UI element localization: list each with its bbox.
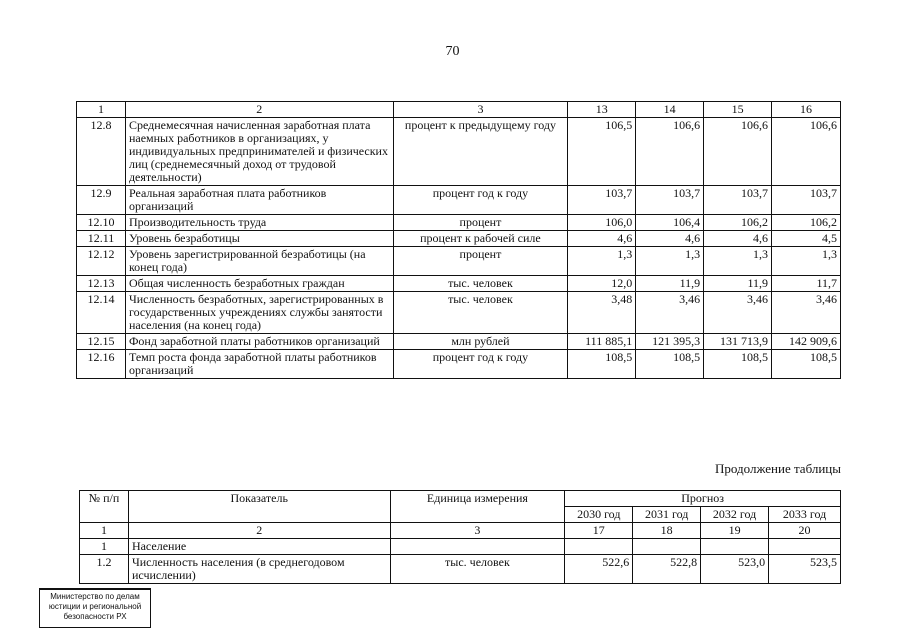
- value: [769, 539, 841, 555]
- indicator-name: Темп роста фонда заработной платы работников организаций: [125, 350, 393, 379]
- table-row: [77, 186, 841, 215]
- unit: процент к рабочей силе: [393, 231, 568, 247]
- table-row: [77, 215, 841, 231]
- value: 103,7: [772, 186, 841, 215]
- indicator-name: Фонд заработной платы работников организаций: [125, 334, 393, 350]
- value: 1,3: [704, 247, 772, 276]
- column-number: 19: [701, 523, 769, 539]
- continuation-caption: Продолжение таблицы: [715, 461, 841, 476]
- year-header: 2031 год: [633, 507, 701, 523]
- table-row: [77, 292, 841, 334]
- row-number: 12.13: [77, 276, 126, 292]
- value: 4,6: [704, 231, 772, 247]
- value: 108,5: [636, 350, 704, 379]
- value: 523,0: [701, 555, 769, 584]
- row-number: 12.9: [77, 186, 126, 215]
- value: 3,46: [772, 292, 841, 334]
- table-row: [77, 247, 841, 276]
- value: 3,46: [636, 292, 704, 334]
- value: 106,6: [772, 118, 841, 186]
- column-number: 1: [77, 102, 126, 118]
- column-number: 13: [568, 102, 636, 118]
- value: 11,9: [636, 276, 704, 292]
- unit: млн рублей: [393, 334, 568, 350]
- value: 11,9: [704, 276, 772, 292]
- value: 4,6: [636, 231, 704, 247]
- value: 121 395,3: [636, 334, 704, 350]
- unit: тыс. человек: [390, 555, 565, 584]
- value: 1,3: [636, 247, 704, 276]
- header-row: [80, 491, 841, 507]
- value: [565, 539, 633, 555]
- row-number: 12.11: [77, 231, 126, 247]
- column-number: 2: [128, 523, 390, 539]
- column-number: 3: [390, 523, 565, 539]
- value: 106,2: [704, 215, 772, 231]
- indicator-name: Реальная заработная плата работников организаций: [125, 186, 393, 215]
- value: [633, 539, 701, 555]
- value: 108,5: [772, 350, 841, 379]
- value: 1,3: [772, 247, 841, 276]
- column-number: 14: [636, 102, 704, 118]
- year-header: 2033 год: [769, 507, 841, 523]
- value: 11,7: [772, 276, 841, 292]
- unit: [390, 539, 565, 555]
- header-number: № п/п: [80, 491, 129, 523]
- value: 106,4: [636, 215, 704, 231]
- table-row: [77, 231, 841, 247]
- indicator-name: Население: [128, 539, 390, 555]
- value: 106,0: [568, 215, 636, 231]
- indicator-name: Численность населения (в среднегодовом исчислении): [128, 555, 390, 584]
- table-row: [77, 276, 841, 292]
- value: 142 909,6: [772, 334, 841, 350]
- page-number: 70: [445, 44, 460, 59]
- header-unit: Единица измерения: [390, 491, 565, 523]
- value: 103,7: [636, 186, 704, 215]
- value: 103,7: [704, 186, 772, 215]
- stamp-line: юстиции и региональной: [48, 602, 142, 611]
- unit: тыс. человек: [393, 276, 568, 292]
- value: 12,0: [568, 276, 636, 292]
- value: 106,6: [636, 118, 704, 186]
- column-number-row: [77, 102, 841, 118]
- value: 106,6: [704, 118, 772, 186]
- value: 103,7: [568, 186, 636, 215]
- year-header: 2032 год: [701, 507, 769, 523]
- value: 522,8: [633, 555, 701, 584]
- year-header: 2030 год: [565, 507, 633, 523]
- header-indicator: Показатель: [128, 491, 390, 523]
- table-row: [77, 334, 841, 350]
- column-number: 16: [772, 102, 841, 118]
- row-number: 12.14: [77, 292, 126, 334]
- column-number: 15: [704, 102, 772, 118]
- indicator-name: Численность безработных, зарегистрированных в государственных учреждениях службы занятости населения (на конец года): [125, 292, 393, 334]
- value: 108,5: [568, 350, 636, 379]
- unit: тыс. человек: [393, 292, 568, 334]
- row-number: 12.16: [77, 350, 126, 379]
- value: 523,5: [769, 555, 841, 584]
- table-row: [77, 118, 841, 186]
- unit: процент к предыдущему году: [393, 118, 568, 186]
- value: 522,6: [565, 555, 633, 584]
- column-number-row: [80, 523, 841, 539]
- value: 4,6: [568, 231, 636, 247]
- value: [701, 539, 769, 555]
- indicators-table: [76, 101, 841, 379]
- unit: процент: [393, 247, 568, 276]
- column-number: 20: [769, 523, 841, 539]
- header-forecast: Прогноз: [565, 491, 841, 507]
- row-number: 1.2: [80, 555, 129, 584]
- unit: процент год к году: [393, 186, 568, 215]
- value: 1,3: [568, 247, 636, 276]
- column-number: 2: [125, 102, 393, 118]
- row-number: 12.15: [77, 334, 126, 350]
- column-number: 17: [565, 523, 633, 539]
- unit: процент: [393, 215, 568, 231]
- value: 3,48: [568, 292, 636, 334]
- value: 111 885,1: [568, 334, 636, 350]
- column-number: 3: [393, 102, 568, 118]
- row-number: 12.10: [77, 215, 126, 231]
- ministry-stamp: [39, 588, 151, 628]
- indicator-name: Уровень зарегистрированной безработицы (на конец года): [125, 247, 393, 276]
- table-row: [80, 539, 841, 555]
- value: 106,2: [772, 215, 841, 231]
- indicator-name: Общая численность безработных граждан: [125, 276, 393, 292]
- row-number: 12.8: [77, 118, 126, 186]
- indicator-name: Уровень безработицы: [125, 231, 393, 247]
- stamp-line: безопасности РХ: [63, 612, 127, 621]
- value: 3,46: [704, 292, 772, 334]
- value: 106,5: [568, 118, 636, 186]
- column-number: 1: [80, 523, 129, 539]
- value: 131 713,9: [704, 334, 772, 350]
- unit: процент год к году: [393, 350, 568, 379]
- forecast-table: [79, 490, 841, 584]
- value: 4,5: [772, 231, 841, 247]
- table-row: [77, 350, 841, 379]
- indicator-name: Производительность труда: [125, 215, 393, 231]
- column-number: 18: [633, 523, 701, 539]
- value: 108,5: [704, 350, 772, 379]
- indicator-name: Среднемесячная начисленная заработная плата наемных работников в организациях, у индивидуальных предпринимателей и физических лиц (среднемесячный доход от трудовой деятельности): [125, 118, 393, 186]
- table-row: [80, 555, 841, 584]
- stamp-line: Министерство по делам: [50, 592, 140, 601]
- row-number: 12.12: [77, 247, 126, 276]
- row-number: 1: [80, 539, 129, 555]
